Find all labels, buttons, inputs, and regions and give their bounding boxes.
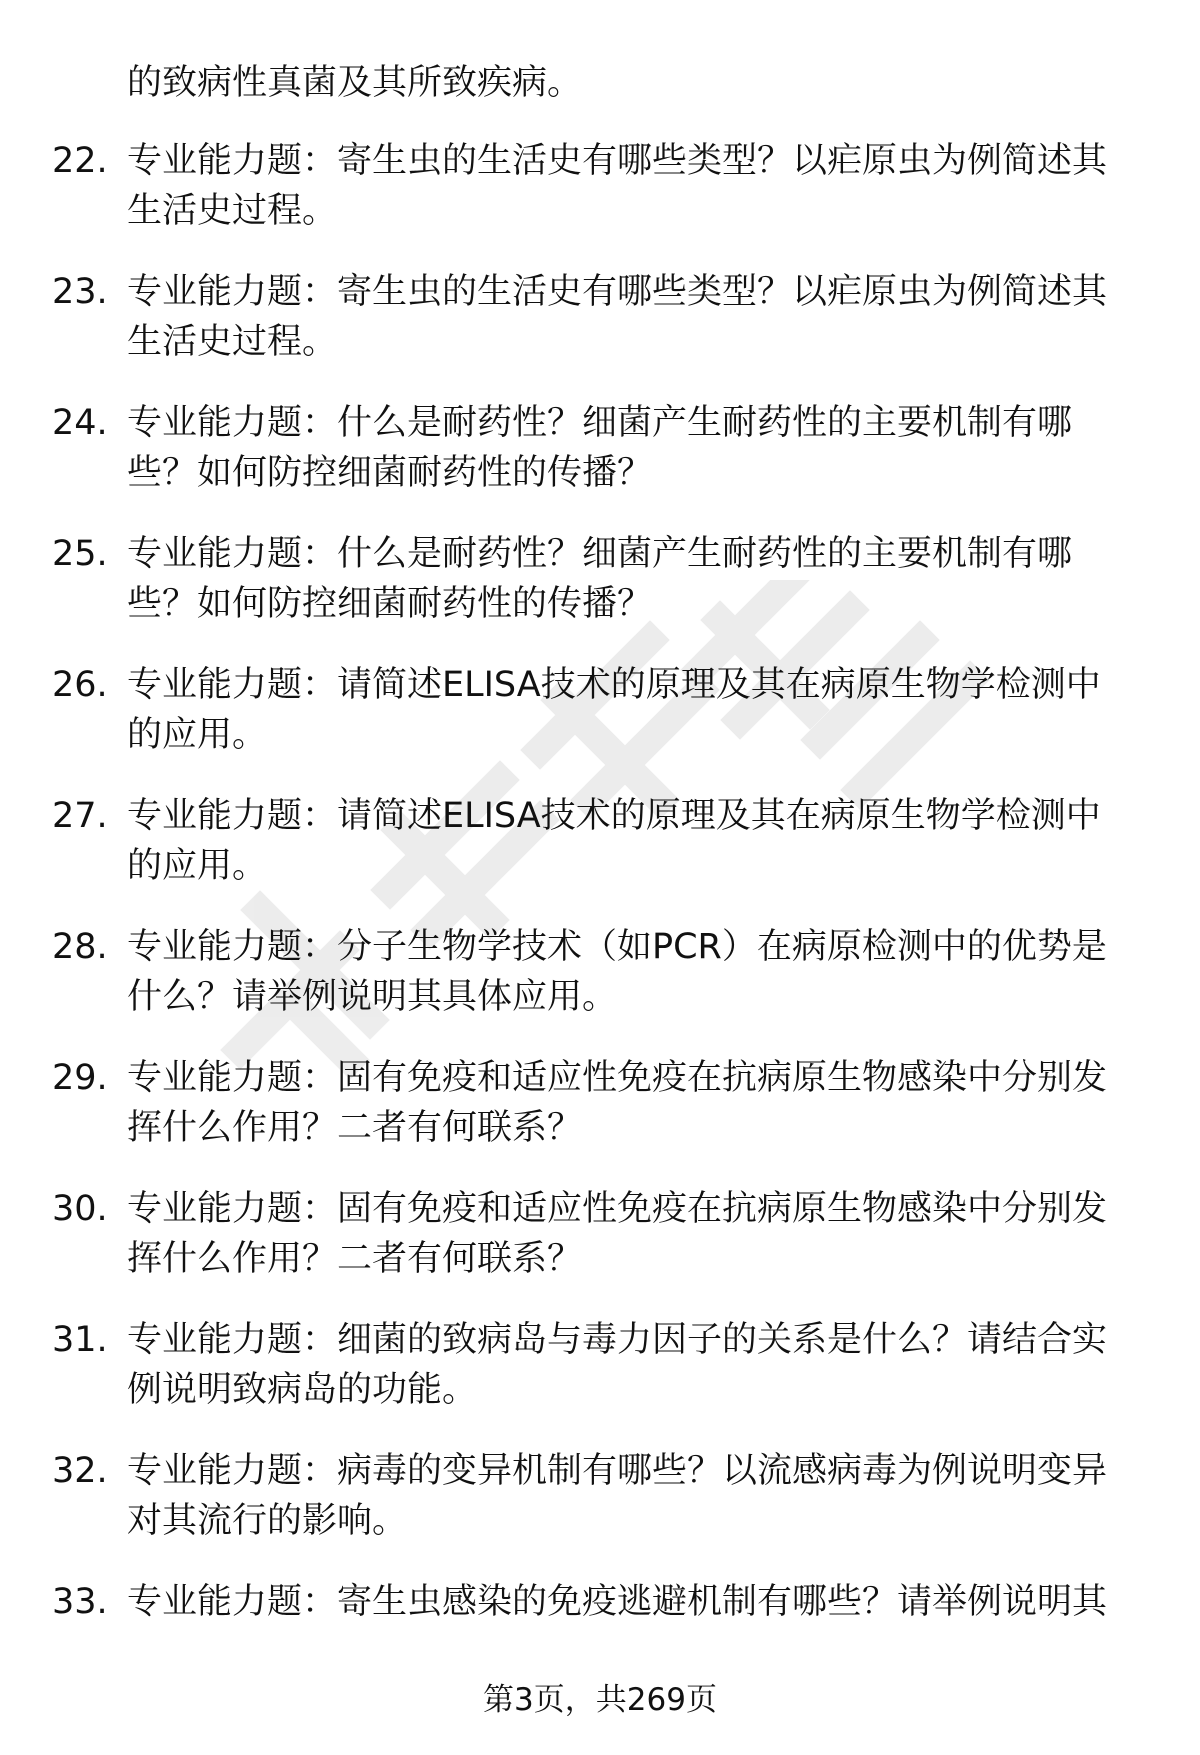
question-text bbox=[127, 398, 1147, 498]
list-item bbox=[0, 1446, 1200, 1577]
question-number: 27. bbox=[52, 796, 108, 836]
question-line: 挥什么作用？二者有何联系？ bbox=[127, 1108, 583, 1148]
question-line: 专业能力题：固有免疫和适应性免疫在抗病原生物感染中分别发 bbox=[127, 1058, 1108, 1098]
page-footer: 第3页，共269页 bbox=[483, 1682, 717, 1718]
question-line: 专业能力题：分子生物学技术（如PCR）在病原检测中的优势是 bbox=[127, 927, 1107, 967]
question-number: 26. bbox=[52, 665, 108, 705]
question-text bbox=[127, 1315, 1147, 1415]
question-text bbox=[127, 791, 1147, 891]
list-item bbox=[0, 791, 1200, 922]
question-number: 31. bbox=[52, 1320, 108, 1360]
question-number: 33. bbox=[52, 1582, 108, 1622]
question-number: 24. bbox=[52, 403, 108, 443]
question-line: 挥什么作用？二者有何联系？ bbox=[127, 1239, 583, 1279]
question-line: 专业能力题：什么是耐药性？细菌产生耐药性的主要机制有哪 bbox=[127, 534, 1073, 574]
question-number: 28. bbox=[52, 927, 108, 967]
list-item bbox=[0, 1315, 1200, 1446]
question-list bbox=[0, 136, 1200, 1708]
question-number: 23. bbox=[52, 272, 108, 312]
question-line: 的应用。 bbox=[127, 715, 268, 755]
question-text bbox=[127, 1053, 1147, 1153]
list-item bbox=[0, 660, 1200, 791]
question-line: 的应用。 bbox=[127, 846, 268, 886]
question-line: 例说明致病岛的功能。 bbox=[127, 1370, 478, 1410]
question-number: 22. bbox=[52, 141, 108, 181]
list-item bbox=[0, 136, 1200, 267]
question-line: 专业能力题：细菌的致病岛与毒力因子的关系是什么？请结合实 bbox=[127, 1320, 1108, 1360]
question-line: 专业能力题：请简述ELISA技术的原理及其在病原生物学检测中 bbox=[127, 665, 1101, 705]
question-number: 32. bbox=[52, 1451, 108, 1491]
question-text bbox=[127, 1446, 1147, 1546]
question-line: 专业能力题：什么是耐药性？细菌产生耐药性的主要机制有哪 bbox=[127, 403, 1073, 443]
question-line: 专业能力题：固有免疫和适应性免疫在抗病原生物感染中分别发 bbox=[127, 1189, 1108, 1229]
question-line: 生活史过程。 bbox=[127, 191, 338, 231]
question-number: 25. bbox=[52, 534, 108, 574]
question-number: 30. bbox=[52, 1189, 108, 1229]
question-line: 生活史过程。 bbox=[127, 322, 338, 362]
question-line: 专业能力题：请简述ELISA技术的原理及其在病原生物学检测中 bbox=[127, 796, 1101, 836]
list-item bbox=[0, 267, 1200, 398]
continuation-line: 的致病性真菌及其所致疾病。 bbox=[127, 63, 583, 103]
list-item bbox=[0, 529, 1200, 660]
question-line: 专业能力题：病毒的变异机制有哪些？以流感病毒为例说明变异 bbox=[127, 1451, 1108, 1491]
question-line: 对其流行的影响。 bbox=[127, 1501, 408, 1541]
question-line: 些？如何防控细菌耐药性的传播？ bbox=[127, 453, 653, 493]
question-text bbox=[127, 922, 1147, 1022]
question-text bbox=[127, 529, 1147, 629]
list-item bbox=[0, 1184, 1200, 1315]
question-text bbox=[127, 1184, 1147, 1284]
question-line: 专业能力题：寄生虫感染的免疫逃避机制有哪些？请举例说明其 bbox=[127, 1582, 1108, 1622]
question-text bbox=[127, 1577, 1147, 1627]
list-item bbox=[0, 922, 1200, 1053]
list-item bbox=[0, 398, 1200, 529]
question-line: 专业能力题：寄生虫的生活史有哪些类型？以疟原虫为例简述其 bbox=[127, 141, 1108, 181]
question-text bbox=[127, 660, 1147, 760]
question-line: 些？如何防控细菌耐药性的传播？ bbox=[127, 584, 653, 624]
question-number: 29. bbox=[52, 1058, 108, 1098]
list-item bbox=[0, 1053, 1200, 1184]
question-text bbox=[127, 267, 1147, 367]
question-line: 专业能力题：寄生虫的生活史有哪些类型？以疟原虫为例简述其 bbox=[127, 272, 1108, 312]
question-line: 什么？请举例说明其具体应用。 bbox=[127, 977, 618, 1017]
question-text bbox=[127, 136, 1147, 236]
